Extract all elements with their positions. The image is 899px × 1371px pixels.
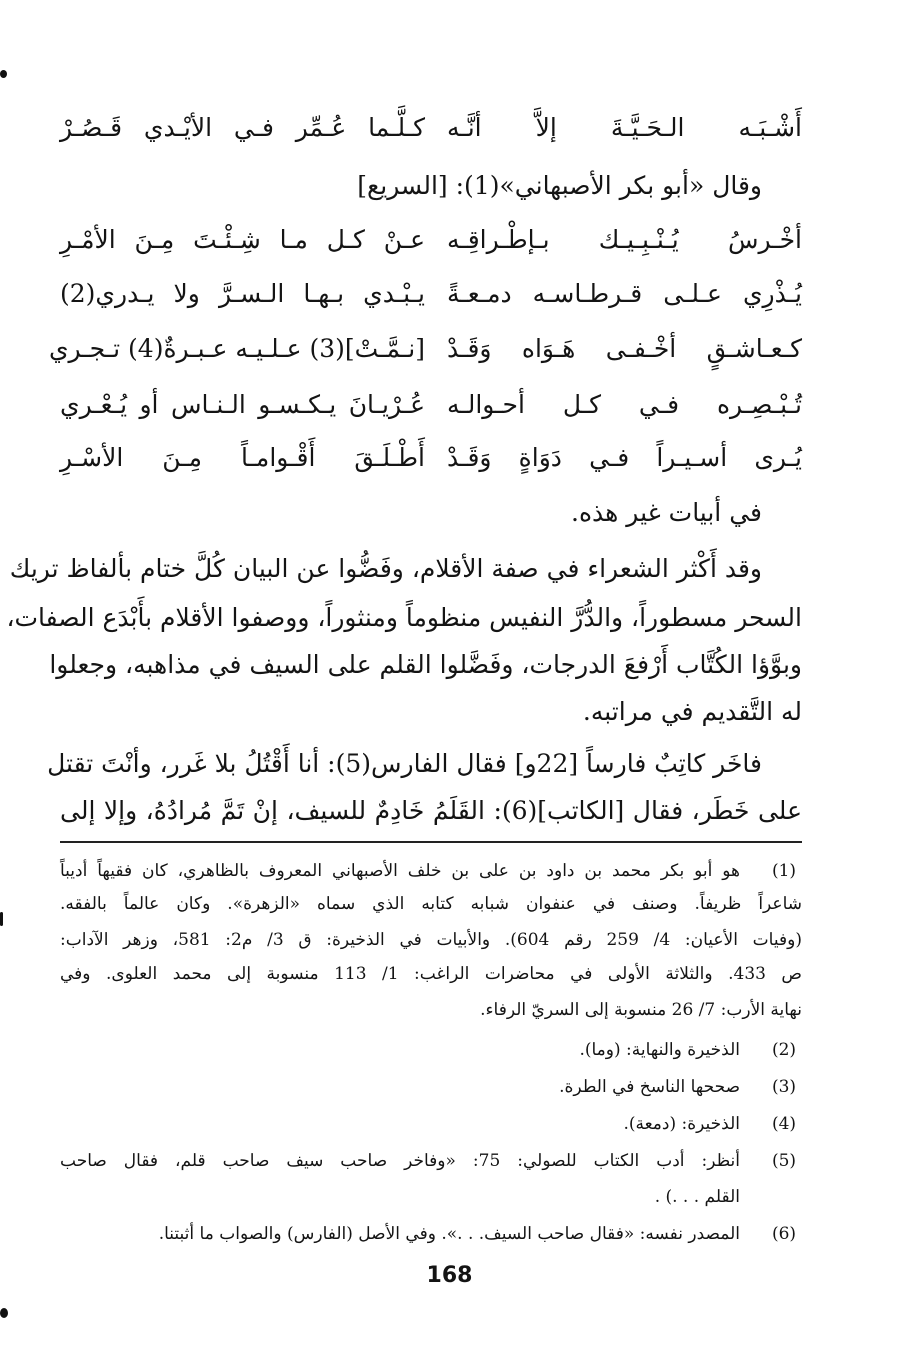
footnote-separator: [60, 841, 802, 843]
verse-hemistich-first: أَشْـبَـه الـحَـيَّـةَ إلاَّ أنَّـه: [447, 113, 802, 142]
verse-hemistich-first: تُـبْـصِـره فـي كـل أحـوالـه: [447, 390, 802, 419]
verse-line: [60, 220, 802, 272]
footnote-number: (3): [771, 1077, 797, 1097]
footnote-text: نهاية الأرب: 7/ 26 منسوبة إلى السريّ الرفاء.: [480, 1000, 802, 1020]
verse-hemistich-second: أَطْـلَـقَ أَقْـوامـاً مِـنَ الأسْـرِ: [60, 443, 425, 472]
footnote-number: (1): [771, 861, 797, 881]
after-verses-line: في أبيات غير هذه.: [571, 498, 762, 527]
verse-line: [60, 438, 802, 490]
footnote-text: القلم . . .) .: [654, 1187, 740, 1207]
footnote-number: (6): [771, 1224, 797, 1244]
verse-hemistich-first: يُـرى أسـيـراً فـي دَوَاةٍ وَقَـدْ: [447, 443, 802, 472]
paragraph-line: وبوَّؤا الكُتَّاب أَرْفعَ الدرجات، وفَضَّلوا القلم على السيف في مذاهبه، وجعلوا: [49, 650, 802, 679]
verse-hemistich-first: كـعـاشـقٍ أخْـفـى هَـوَاه وَقَـدْ: [447, 334, 802, 363]
verse-hemistich-second: عُـرْيـانَ يـكـسـو الـنـاس أو يُـعْـري: [60, 390, 425, 419]
footnote-text: هو أبو بكر محمد بن داود بن على بن خلف الأصبهاني المعروف بالظاهري، كان فقيهاً أديباً: [60, 861, 740, 881]
verse-hemistich-second: عـنْ كـل مـا شِـئْـتَ مِـنَ الأمْـرِ: [60, 225, 425, 254]
footnote-number: (2): [771, 1040, 797, 1060]
verse-line: [60, 108, 802, 160]
footnote-text: المصدر نفسه: «فقال صاحب السيف. . .». وفي الأصل (الفارس) والصواب ما أثبتنا.: [158, 1224, 740, 1244]
intro-text: وقال «أبو بكر الأصبهاني»(1): [السريع]: [357, 171, 762, 200]
footnote-text: ص 433. والثلاثة الأولى في محاضرات الراغب: 1/ 113 منسوبة إلى محمد العلوى. وفي: [60, 964, 802, 984]
verse-hemistich-first: يُـذْرِي عـلـى قـرطـاسـه دمـعـةً: [447, 279, 802, 308]
paragraph-line: السحر مسطوراً، والدُّرَّ النفيس منظوماً ومنثوراً، ووصفوا الأقلام بأَبْدَع الصفات،: [6, 603, 802, 632]
verse-hemistich-first: أخْـرسُ يُـنْـبِـيـك بـإطْـراقِـه: [447, 225, 802, 254]
verse-hemistich-second: [نـمَّـتْ](3) عـلـيـه عـبـرةٌ(4) تـجـري: [48, 334, 425, 363]
footnote-text: الذخيرة والنهاية: (وما).: [579, 1040, 740, 1060]
paragraph-line: وقد أَكْثر الشعراء في صفة الأقلام، وفَضُّوا عن البيان كُلَّ ختام بألفاظ تريك: [9, 554, 762, 583]
footnote-text: أنظر: أدب الكتاب للصولي: 75: «وفاخر صاحب سيف صاحب قلم، فقال صاحب: [60, 1151, 740, 1171]
scan-mark: [0, 70, 7, 78]
footnote-number: (4): [771, 1114, 797, 1134]
scan-mark: [0, 1308, 8, 1318]
footnote-number: (5): [771, 1151, 797, 1171]
footnote-text: الذخيرة: (دمعة).: [623, 1114, 740, 1134]
verse-line: [60, 385, 802, 437]
verse-hemistich-second: كـلَّـما عُـمِّر فـي الأيْـدي قَـصُـرْ: [60, 113, 425, 142]
verse-line: [60, 274, 802, 326]
intro-line: [60, 166, 802, 206]
footnote-text: شاعراً ظريفاً. وصنف في عنفوان شبابه كتابه الذي سماه «الزهرة». وكان عالماً بالفقه.: [60, 894, 802, 914]
verse-hemistich-second: يـبْـدي بـهـا الـسـرَّ ولا يـدري(2): [60, 279, 425, 308]
paragraph-line: فاخَر كاتِبٌ فارساً [22و] فقال الفارس(5): أنا أَقْتُلُ بلا غَرر، وأنْتَ تقتل: [47, 749, 762, 778]
footnote-text: (وفيات الأعيان: 4/ 259 رقم 604). والأبيات في الذخيرة: ق 3/ م2: 581، وزهر الآداب:: [60, 930, 802, 950]
paragraph-line: له التَّقديم في مراتبه.: [582, 697, 802, 726]
verse-line: [48, 329, 802, 381]
footnote-text: صححها الناسخ في الطرة.: [559, 1077, 740, 1097]
paragraph-line: على خَطَر، فقال [الكاتب](6): القَلَمُ خَادِمٌ للسيف، إنْ تَمَّ مُرادُهُ، وإلا إلى: [60, 796, 802, 825]
page-number: 168: [426, 1263, 473, 1288]
scan-mark: [0, 912, 3, 926]
